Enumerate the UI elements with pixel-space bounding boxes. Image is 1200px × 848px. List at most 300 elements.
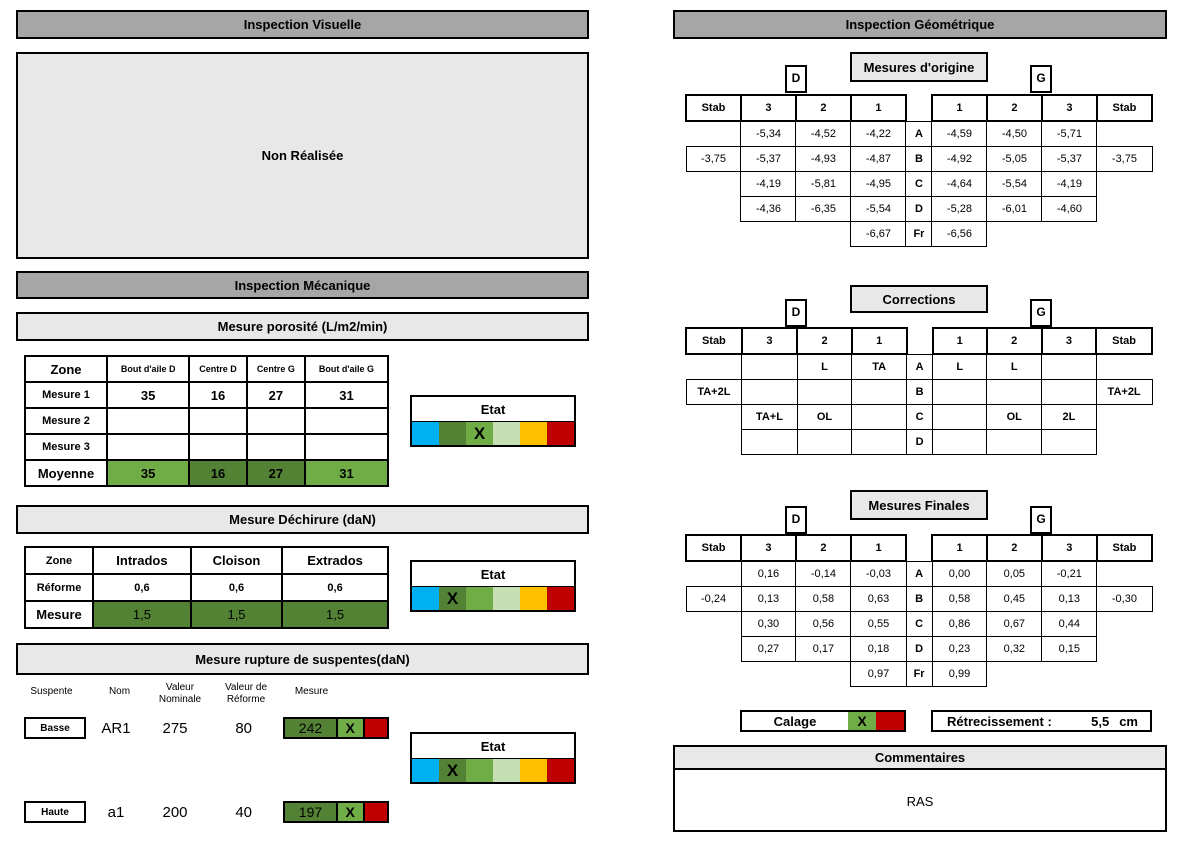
geo-cell — [686, 637, 741, 662]
inspection-geometrique-title: Inspection Géométrique — [845, 17, 995, 32]
table-row — [686, 354, 1152, 380]
geo-cell: -4,87 — [851, 147, 906, 172]
geo-cell — [797, 380, 852, 405]
geo-cell — [933, 430, 987, 455]
geo-cell: -5,81 — [796, 172, 851, 197]
geo-cell: 0,05 — [987, 561, 1042, 587]
d-label-text: D — [791, 512, 801, 526]
table-header: Centre G — [247, 356, 305, 382]
suspente-column-label: Suspente — [30, 686, 73, 697]
geo-cell — [987, 662, 1042, 687]
reforme-column-label: Valeur de Réforme — [224, 682, 268, 705]
geo-header: 2 — [797, 328, 852, 354]
suspente-ok-cell: X — [336, 717, 365, 739]
suspente-reforme: 80 — [235, 719, 253, 737]
table-cell — [305, 434, 388, 460]
geo-cell: 0,15 — [1042, 637, 1097, 662]
geo-cell: -0,14 — [796, 561, 851, 587]
porosite-header-row — [25, 356, 388, 382]
etat-cell-light-green — [493, 587, 520, 610]
suspente-row-haute — [24, 801, 389, 823]
finales-title: Mesures Finales — [868, 497, 970, 513]
calage-box — [740, 710, 906, 732]
geo-header-row — [686, 95, 1152, 121]
fr-row — [686, 662, 1152, 687]
table-cell: 1,5 — [93, 601, 191, 628]
rupture-etat-scale — [410, 732, 576, 784]
geo-cell — [933, 405, 987, 430]
suspente-nominale: 275 — [162, 719, 188, 737]
geo-cell: L — [987, 354, 1042, 380]
geo-cell: 0,97 — [851, 662, 906, 687]
geo-cell — [1097, 197, 1152, 222]
geo-cell: 0,86 — [932, 612, 987, 637]
geo-cell: -6,01 — [987, 197, 1042, 222]
corrections-title: Corrections — [882, 291, 956, 307]
dechirure-header-row — [25, 547, 388, 574]
etat-label: Etat — [412, 734, 574, 759]
geo-cell — [1042, 380, 1097, 405]
geo-cell — [686, 172, 741, 197]
etat-color-bar — [412, 759, 574, 782]
geo-cell — [1042, 430, 1097, 455]
geo-cell: 0,13 — [741, 587, 796, 612]
row-label: Mesure 1 — [25, 382, 107, 408]
g-side-label — [1030, 299, 1052, 327]
table-cell — [247, 434, 305, 460]
geo-cell: 0,56 — [796, 612, 851, 637]
geo-cell — [686, 354, 742, 380]
retrecissement-value: 5,5 — [1091, 713, 1110, 729]
geo-header: 3 — [1042, 95, 1097, 121]
table-row — [686, 405, 1152, 430]
d-label-text: D — [791, 71, 801, 85]
etat-cell-orange — [520, 587, 547, 610]
geo-cell: -6,67 — [851, 222, 906, 247]
geo-cell: -4,59 — [932, 121, 987, 147]
geo-cell: -4,19 — [1042, 172, 1097, 197]
corrections-table — [685, 327, 1153, 455]
geo-row-label: D — [907, 430, 933, 455]
commentaires-title: Commentaires — [675, 747, 1165, 770]
geo-row-label: C — [906, 612, 932, 637]
table-cell: 16 — [189, 460, 246, 486]
etat-cell-dark-green — [439, 422, 466, 445]
geo-header: 2 — [796, 535, 851, 561]
geo-cell: -4,19 — [741, 172, 796, 197]
etat-cell-orange — [520, 759, 547, 782]
geo-header — [906, 535, 932, 561]
table-header: Cloison — [191, 547, 282, 574]
geo-row-label: A — [906, 561, 932, 587]
geo-cell: -5,71 — [1042, 121, 1097, 147]
finales-title-box — [850, 490, 988, 520]
geo-cell: 0,58 — [796, 587, 851, 612]
table-cell: 16 — [189, 382, 246, 408]
geo-cell: L — [797, 354, 852, 380]
geo-header-row — [686, 535, 1152, 561]
geo-header — [907, 328, 933, 354]
suspente-row-basse — [24, 717, 389, 739]
geo-cell — [686, 662, 741, 687]
porosite-header — [16, 312, 589, 341]
g-label-text: G — [1036, 512, 1046, 526]
etat-cell-blue — [412, 422, 439, 445]
geo-cell — [1097, 662, 1152, 687]
calage-label: Calage — [773, 713, 817, 729]
geo-cell: -5,28 — [932, 197, 987, 222]
finales-table — [685, 534, 1153, 687]
geo-cell: -5,34 — [741, 121, 796, 147]
dechirure-header — [16, 505, 589, 534]
geo-cell — [741, 662, 796, 687]
geo-cell — [1096, 354, 1152, 380]
geo-cell: 0,67 — [987, 612, 1042, 637]
etat-cell-green — [466, 587, 493, 610]
visual-status-text: Non Réalisée — [261, 148, 344, 163]
geo-cell: -4,52 — [796, 121, 851, 147]
geo-header: 2 — [987, 95, 1042, 121]
corrections-title-box — [850, 285, 988, 313]
table-cell — [107, 408, 189, 434]
dechirure-table — [24, 546, 389, 629]
geo-cell — [1097, 637, 1152, 662]
geo-cell — [1097, 612, 1152, 637]
dechirure-title: Mesure Déchirure (daN) — [229, 512, 376, 527]
geo-header: Stab — [1097, 95, 1152, 121]
row-label: Moyenne — [25, 460, 107, 486]
geo-cell — [686, 561, 741, 587]
table-header: Zone — [25, 547, 93, 574]
g-label-text: G — [1036, 305, 1046, 319]
geo-cell: -5,54 — [851, 197, 906, 222]
geo-cell: 0,23 — [932, 637, 987, 662]
geo-cell: -4,93 — [796, 147, 851, 172]
suspente-ko-cell — [365, 717, 389, 739]
fr-row — [686, 222, 1152, 247]
suspente-ko-cell — [365, 801, 389, 823]
etat-cell-green: X — [466, 422, 493, 445]
geo-header: 1 — [851, 95, 906, 121]
row-label: Réforme — [25, 574, 93, 601]
inspection-visuelle-title: Inspection Visuelle — [243, 17, 362, 32]
geo-cell: -4,50 — [987, 121, 1042, 147]
suspente-mesure: 242 — [283, 717, 335, 739]
rupture-header — [16, 643, 589, 675]
geo-row-label: B — [906, 147, 932, 172]
table-header: Intrados — [93, 547, 191, 574]
inspection-visuelle-header — [16, 10, 589, 39]
suspente-mesure: 197 — [283, 801, 335, 823]
etat-cell-blue — [412, 587, 439, 610]
table-cell: 1,5 — [191, 601, 282, 628]
etat-cell-dark-green: X — [439, 759, 466, 782]
d-side-label — [785, 65, 807, 93]
suspente-nominale: 200 — [162, 803, 188, 821]
geo-cell — [987, 222, 1042, 247]
geo-header: 1 — [933, 328, 987, 354]
geo-row-label: C — [907, 405, 933, 430]
d-label-text: D — [791, 305, 801, 319]
geo-header: Stab — [1096, 328, 1152, 354]
geo-header — [906, 95, 932, 121]
mesure-column-label: Mesure — [294, 686, 329, 697]
geo-cell: -4,92 — [932, 147, 987, 172]
g-side-label — [1030, 65, 1052, 93]
table-cell: 27 — [247, 382, 305, 408]
porosite-table — [24, 355, 389, 487]
geo-cell — [686, 197, 741, 222]
geo-cell — [852, 380, 907, 405]
table-cell: 0,6 — [282, 574, 388, 601]
etat-label: Etat — [412, 397, 574, 422]
suspente-reforme: 40 — [235, 803, 253, 821]
geo-header: Stab — [1097, 535, 1152, 561]
geo-cell: 0,16 — [741, 561, 796, 587]
geo-cell: 0,30 — [741, 612, 796, 637]
geo-cell: TA — [852, 354, 907, 380]
geo-cell: -4,22 — [851, 121, 906, 147]
geo-cell: -0,24 — [686, 587, 741, 612]
geo-cell — [686, 405, 742, 430]
geo-cell — [933, 380, 987, 405]
etat-color-bar — [412, 422, 574, 445]
geo-cell: -5,37 — [741, 147, 796, 172]
suspente-nom: a1 — [107, 803, 125, 821]
row-label: Mesure 3 — [25, 434, 107, 460]
geo-cell — [797, 430, 852, 455]
geo-cell: 0,13 — [1042, 587, 1097, 612]
porosite-title: Mesure porosité (L/m2/min) — [217, 319, 388, 334]
geo-header: 2 — [987, 535, 1042, 561]
geo-cell: -0,03 — [851, 561, 906, 587]
g-side-label — [1030, 506, 1052, 534]
geo-cell: 0,32 — [987, 637, 1042, 662]
geo-cell: -0,21 — [1042, 561, 1097, 587]
geo-cell: -5,54 — [987, 172, 1042, 197]
table-cell — [247, 408, 305, 434]
d-side-label — [785, 299, 807, 327]
table-row — [686, 430, 1152, 455]
geo-cell — [1042, 662, 1097, 687]
table-row — [686, 587, 1152, 612]
geo-cell — [852, 430, 907, 455]
inspection-geometrique-header — [673, 10, 1167, 39]
table-cell: 35 — [107, 382, 189, 408]
table-cell: 0,6 — [191, 574, 282, 601]
suspente-name: Basse — [24, 717, 86, 739]
etat-cell-red — [547, 422, 574, 445]
inspection-mecanique-header — [16, 271, 589, 299]
geo-cell: -4,60 — [1042, 197, 1097, 222]
geo-cell — [686, 121, 741, 147]
table-cell — [305, 408, 388, 434]
geo-cell — [1042, 222, 1097, 247]
geo-cell: -6,56 — [932, 222, 987, 247]
table-cell: 31 — [305, 382, 388, 408]
d-side-label — [785, 506, 807, 534]
geo-cell: 0,99 — [932, 662, 987, 687]
commentaires-text: RAS — [906, 793, 934, 809]
geo-cell: TA+L — [742, 405, 797, 430]
geo-header: 3 — [1042, 328, 1097, 354]
geo-cell — [1096, 405, 1152, 430]
table-header: Bout d'aile D — [107, 356, 189, 382]
etat-cell-dark-green: X — [439, 587, 466, 610]
calage-ko-cell — [876, 712, 904, 730]
geo-cell — [741, 222, 796, 247]
table-header: Zone — [25, 356, 107, 382]
geo-row-label: Fr — [906, 662, 932, 687]
table-row — [686, 380, 1152, 405]
table-cell: 35 — [107, 460, 189, 486]
geo-cell — [742, 380, 797, 405]
table-cell — [189, 408, 246, 434]
retrecissement-box — [931, 710, 1152, 732]
table-cell: 1,5 — [282, 601, 388, 628]
dechirure-etat-scale — [410, 560, 576, 612]
geo-cell: -0,30 — [1097, 587, 1152, 612]
geo-cell — [1042, 354, 1097, 380]
geo-cell: -5,05 — [987, 147, 1042, 172]
geo-header: 1 — [932, 535, 987, 561]
suspente-ok-cell: X — [336, 801, 365, 823]
geo-cell: 0,00 — [932, 561, 987, 587]
geo-header: 1 — [932, 95, 987, 121]
geo-header: 3 — [741, 95, 796, 121]
geo-cell: TA+2L — [1096, 380, 1152, 405]
origine-title-box — [850, 52, 988, 82]
geo-cell — [1096, 430, 1152, 455]
geo-header: 3 — [1042, 535, 1097, 561]
table-row — [686, 561, 1152, 587]
geo-cell: 0,55 — [851, 612, 906, 637]
geo-row-label: Fr — [906, 222, 932, 247]
origine-table — [685, 94, 1153, 247]
geo-header: Stab — [686, 328, 742, 354]
table-row — [25, 382, 388, 408]
geo-cell — [1097, 561, 1152, 587]
geo-cell: -3,75 — [1097, 147, 1152, 172]
table-cell: 31 — [305, 460, 388, 486]
etat-color-bar — [412, 587, 574, 610]
table-cell — [189, 434, 246, 460]
rupture-title: Mesure rupture de suspentes(daN) — [195, 651, 410, 667]
geo-cell: 0,17 — [796, 637, 851, 662]
geo-cell — [686, 222, 741, 247]
visual-status-box — [16, 52, 589, 259]
geo-cell: 0,58 — [932, 587, 987, 612]
geo-cell: 0,63 — [851, 587, 906, 612]
geo-header: 3 — [742, 328, 797, 354]
geo-cell — [1097, 172, 1152, 197]
geo-cell: -6,35 — [796, 197, 851, 222]
geo-cell: OL — [987, 405, 1042, 430]
geo-cell: 0,44 — [1042, 612, 1097, 637]
geo-row-label: A — [907, 354, 933, 380]
geo-header: Stab — [686, 95, 741, 121]
table-row — [686, 172, 1152, 197]
geo-row-label: C — [906, 172, 932, 197]
geo-header: 2 — [987, 328, 1042, 354]
geo-cell: 2L — [1042, 405, 1097, 430]
row-label: Mesure — [25, 601, 93, 628]
table-cell: 27 — [247, 460, 305, 486]
calage-ok-cell: X — [848, 712, 876, 730]
etat-cell-green — [466, 759, 493, 782]
table-header: Bout d'aile G — [305, 356, 388, 382]
geo-row-label: D — [906, 637, 932, 662]
etat-cell-red — [547, 759, 574, 782]
geo-cell — [987, 380, 1042, 405]
nom-column-label: Nom — [108, 686, 131, 697]
geo-header: 2 — [796, 95, 851, 121]
porosite-etat-scale — [410, 395, 576, 447]
geo-cell — [1097, 222, 1152, 247]
etat-cell-orange — [520, 422, 547, 445]
geo-row-label: D — [906, 197, 932, 222]
etat-cell-red — [547, 587, 574, 610]
retrecissement-unit: cm — [1119, 713, 1138, 729]
table-row — [25, 601, 388, 628]
table-header: Centre D — [189, 356, 246, 382]
geo-cell: 0,27 — [741, 637, 796, 662]
etat-cell-blue — [412, 759, 439, 782]
table-row — [686, 197, 1152, 222]
geo-cell — [686, 430, 742, 455]
geo-cell: -4,95 — [851, 172, 906, 197]
table-cell — [107, 434, 189, 460]
table-header: Extrados — [282, 547, 388, 574]
nominale-column-label: Valeur Nominale — [158, 682, 202, 705]
geo-cell — [686, 612, 741, 637]
geo-cell — [796, 662, 851, 687]
geo-cell: TA+2L — [686, 380, 742, 405]
table-row — [25, 574, 388, 601]
geo-cell — [1097, 121, 1152, 147]
retrecissement-label: Rétrecissement : — [947, 713, 1052, 729]
etat-cell-light-green — [493, 422, 520, 445]
geo-header-row — [686, 328, 1152, 354]
geo-row-label: A — [906, 121, 932, 147]
geo-cell — [852, 405, 907, 430]
etat-cell-light-green — [493, 759, 520, 782]
suspente-nom: AR1 — [101, 719, 131, 737]
geo-header: 1 — [852, 328, 907, 354]
table-cell: 0,6 — [93, 574, 191, 601]
origine-title: Mesures d'origine — [863, 59, 975, 75]
geo-cell: 0,45 — [987, 587, 1042, 612]
table-row — [686, 612, 1152, 637]
geo-cell: -4,36 — [741, 197, 796, 222]
g-label-text: G — [1036, 71, 1046, 85]
geo-cell — [742, 430, 797, 455]
geo-cell — [796, 222, 851, 247]
table-row — [686, 121, 1152, 147]
geo-cell — [987, 430, 1042, 455]
geo-cell: L — [933, 354, 987, 380]
row-label: Mesure 2 — [25, 408, 107, 434]
table-row — [25, 434, 388, 460]
geo-cell: -3,75 — [686, 147, 741, 172]
geo-header: 3 — [741, 535, 796, 561]
suspente-name: Haute — [24, 801, 86, 823]
moyenne-row — [25, 460, 388, 486]
geo-cell: 0,18 — [851, 637, 906, 662]
geo-cell: -5,37 — [1042, 147, 1097, 172]
geo-cell — [742, 354, 797, 380]
etat-label: Etat — [412, 562, 574, 587]
